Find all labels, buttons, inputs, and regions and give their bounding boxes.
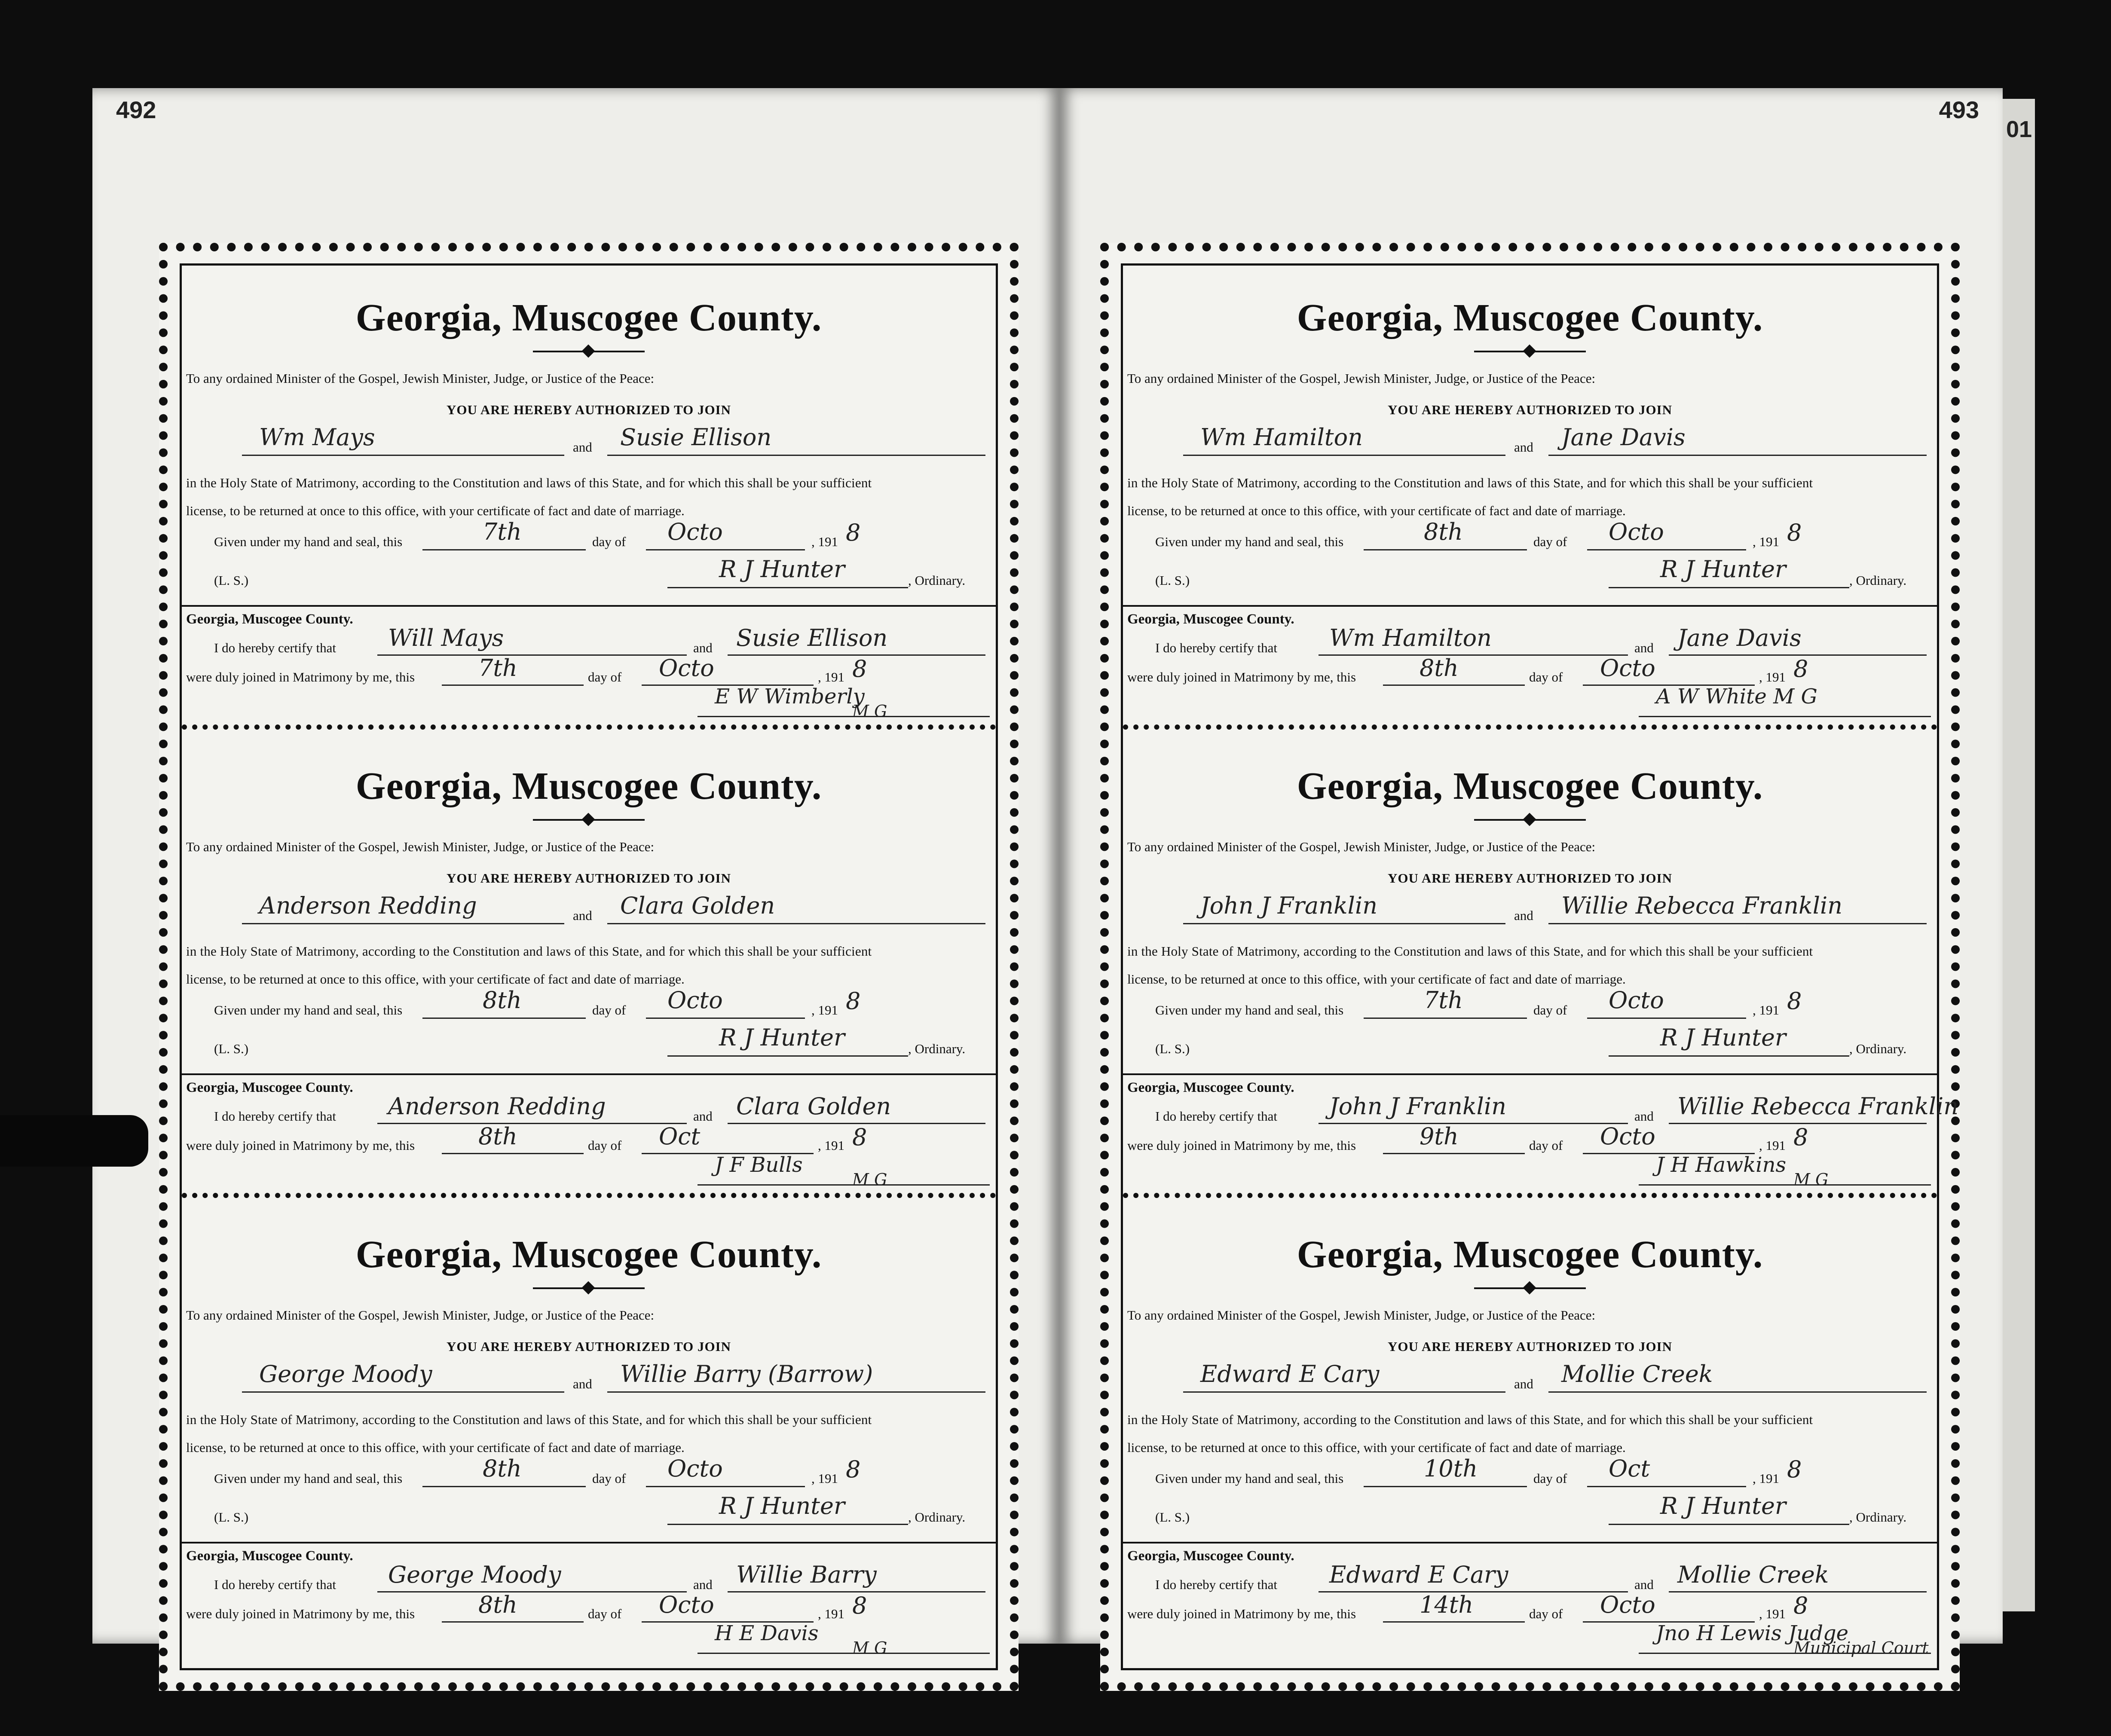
license-day: 7th	[1424, 987, 1463, 1014]
day-of-label: day of	[592, 1002, 626, 1018]
certificate-frame-right	[1100, 243, 1960, 1691]
cert-year-digit: 8	[852, 1592, 867, 1619]
addressee-text: To any ordained Minister of the Gospel, Jewish Minister, Judge, or Justice of the Peace:	[186, 371, 655, 386]
cert-and-label: and	[1634, 640, 1654, 655]
ordinary-label: , Ordinary.	[1849, 1041, 1907, 1056]
cert-month: Octo	[1600, 1591, 1655, 1618]
officiant-signature: H E Davis	[715, 1621, 819, 1645]
marriage-record-5	[1123, 734, 1959, 1198]
duly-joined-text: were duly joined in Matrimony by me, this	[1127, 1138, 1356, 1153]
license-day: 10th	[1424, 1455, 1478, 1482]
cert-day-line	[442, 1621, 584, 1623]
bride-name: Willie Rebecca Franklin	[1561, 892, 1843, 919]
right-page	[1059, 88, 2003, 1657]
bride-line	[607, 455, 985, 456]
cert-day-of-label: day of	[588, 669, 622, 685]
given-text: Given under my hand and seal, this	[214, 534, 403, 549]
and-label: and	[573, 908, 592, 923]
year-prefix: , 191	[1753, 1002, 1779, 1018]
authorized-text: YOU ARE HEREBY AUTHORIZED TO JOIN	[1387, 871, 1673, 886]
given-text: Given under my hand and seal, this	[214, 1002, 403, 1018]
and-label: and	[1514, 908, 1533, 923]
cert-and-label: and	[1634, 1109, 1654, 1124]
record-separator	[182, 724, 996, 735]
cert-year-prefix: , 191	[1759, 1606, 1786, 1621]
cert-day-line	[1383, 685, 1525, 686]
cert-groom-line	[1319, 1123, 1628, 1124]
bride-name: Jane Davis	[1561, 424, 1686, 451]
groom-line	[242, 923, 564, 924]
cert-day-line	[1383, 1153, 1525, 1154]
ordinary-label: , Ordinary.	[1849, 1510, 1907, 1525]
officiant-title: M G	[852, 1170, 887, 1189]
officiant-signature: A W White M G	[1656, 685, 1817, 709]
day-line	[422, 1018, 586, 1019]
marriage-record-4	[1123, 266, 1937, 730]
and-label: and	[573, 1376, 592, 1391]
title-ornament	[1474, 347, 1586, 355]
ls-label: (L. S.)	[214, 573, 249, 588]
license-year-digit: 8	[1787, 519, 1802, 546]
title-ornament	[533, 816, 645, 823]
cert-and-label: and	[693, 640, 713, 655]
groom-name: George Moody	[259, 1360, 432, 1388]
groom-line	[242, 455, 564, 456]
certificate-frame-left	[159, 243, 1019, 1691]
license-month: Octo	[1609, 518, 1664, 545]
cert-and-label: and	[693, 1109, 713, 1124]
cert-divider	[1123, 1542, 1937, 1543]
ordinary-signature: R J Hunter	[1660, 1024, 1786, 1051]
groom-line	[1183, 455, 1505, 456]
matrimony-text-1: in the Holy State of Matrimony, according to the Constitution and laws of this State, and for which this shall be your sufficient	[1127, 944, 1813, 959]
cert-groom: John J Franklin	[1329, 1093, 1506, 1120]
duly-joined-text: were duly joined in Matrimony by me, this	[1127, 1606, 1356, 1621]
matrimony-text-2: license, to be returned at once to this office, with your certificate of fact and date of marriage.	[186, 1440, 685, 1455]
day-line	[1364, 1486, 1527, 1487]
cert-month: Octo	[659, 654, 714, 682]
bride-name: Clara Golden	[620, 892, 775, 919]
license-year-digit: 8	[846, 1456, 861, 1483]
cert-groom-line	[377, 1591, 687, 1592]
cert-heading: Georgia, Muscogee County.	[1127, 1548, 1294, 1564]
ordinary-signature: R J Hunter	[719, 556, 845, 583]
cert-groom: Anderson Redding	[388, 1093, 606, 1120]
year-prefix: , 191	[811, 534, 838, 549]
authorized-text: YOU ARE HEREBY AUTHORIZED TO JOIN	[1387, 1339, 1673, 1354]
ordinary-line	[1609, 1055, 1849, 1057]
addressee-text: To any ordained Minister of the Gospel, Jewish Minister, Judge, or Justice of the Peace:	[186, 839, 655, 854]
record-title: Georgia, Muscogee County.	[1297, 765, 1763, 807]
cert-divider	[1123, 1073, 1937, 1075]
and-label: and	[573, 440, 592, 455]
day-of-label: day of	[1533, 1471, 1567, 1486]
cert-year-digit: 8	[852, 655, 867, 682]
bride-name: Mollie Creek	[1561, 1360, 1713, 1388]
record-title: Georgia, Muscogee County.	[1297, 1233, 1763, 1276]
cert-heading: Georgia, Muscogee County.	[1127, 1080, 1294, 1095]
cert-heading: Georgia, Muscogee County.	[186, 611, 353, 627]
day-of-label: day of	[592, 1471, 626, 1486]
year-prefix: , 191	[1753, 534, 1779, 549]
title-ornament	[533, 347, 645, 355]
license-year-digit: 8	[846, 987, 861, 1015]
record-title: Georgia, Muscogee County.	[1297, 296, 1763, 339]
ordinary-signature: R J Hunter	[719, 1492, 845, 1519]
cert-day: 9th	[1420, 1123, 1459, 1150]
matrimony-text-1: in the Holy State of Matrimony, according to the Constitution and laws of this State, and for which this shall be your sufficient	[186, 944, 872, 959]
ordinary-signature: R J Hunter	[1660, 556, 1786, 583]
ordinary-line	[667, 587, 908, 588]
license-year-digit: 8	[1787, 1456, 1802, 1483]
groom-line	[242, 1391, 564, 1393]
officiant-signature: Jno H Lewis Judge	[1656, 1621, 1849, 1645]
matrimony-text-1: in the Holy State of Matrimony, according to the Constitution and laws of this State, and for which this shall be your sufficient	[186, 1412, 872, 1427]
marriage-record-6	[1123, 1202, 1937, 1666]
license-year-digit: 8	[1787, 987, 1802, 1015]
day-line	[422, 549, 586, 550]
license-month: Octo	[667, 987, 723, 1014]
ordinary-line	[1609, 1524, 1849, 1525]
cert-groom: Wm Hamilton	[1329, 624, 1492, 651]
matrimony-text-2: license, to be returned at once to this office, with your certificate of fact and date of marriage.	[1127, 972, 1626, 987]
groom-line	[1183, 923, 1505, 924]
cert-day: 8th	[478, 1123, 517, 1150]
ordinary-signature: R J Hunter	[719, 1024, 845, 1051]
cert-day-line	[442, 1153, 584, 1154]
cert-and-label: and	[693, 1577, 713, 1592]
certify-text: I do hereby certify that	[214, 1109, 337, 1124]
license-day: 8th	[1424, 518, 1463, 545]
cert-day: 7th	[478, 654, 517, 682]
cert-divider	[1123, 605, 1937, 607]
cert-heading: Georgia, Muscogee County.	[1127, 611, 1294, 627]
license-month: Oct	[1609, 1455, 1650, 1482]
next-page-edge	[2003, 99, 2035, 1611]
ordinary-label: , Ordinary.	[908, 573, 966, 588]
bride-line	[1548, 923, 1927, 924]
officiant-title: M G	[1793, 1170, 1829, 1189]
license-day: 8th	[483, 987, 522, 1014]
cert-groom-line	[377, 1123, 687, 1124]
cert-day-of-label: day of	[1529, 1606, 1563, 1621]
ordinary-line	[1609, 587, 1849, 588]
cert-divider	[182, 605, 996, 607]
cert-day-of-label: day of	[1529, 1138, 1563, 1153]
cert-groom: Will Mays	[388, 624, 504, 651]
cert-month: Octo	[1600, 654, 1655, 682]
officiant-title: M G	[852, 702, 887, 721]
day-of-label: day of	[1533, 534, 1567, 549]
marriage-record-3	[182, 1202, 996, 1666]
page-number-right: 493	[1939, 96, 1979, 123]
cert-groom-line	[377, 654, 687, 656]
cert-bride: Jane Davis	[1677, 624, 1802, 651]
certify-text: I do hereby certify that	[1155, 640, 1278, 655]
year-prefix: , 191	[1753, 1471, 1779, 1486]
bride-line	[1548, 1391, 1927, 1393]
officiant-line	[698, 716, 990, 717]
and-label: and	[1514, 1376, 1533, 1391]
cert-year-digit: 8	[1793, 1592, 1808, 1619]
cert-year-prefix: , 191	[818, 1606, 844, 1621]
duly-joined-text: were duly joined in Matrimony by me, this	[1127, 669, 1356, 685]
marriage-record-1	[182, 266, 996, 730]
officiant-line	[1639, 1184, 1931, 1186]
addressee-text: To any ordained Minister of the Gospel, Jewish Minister, Judge, or Justice of the Peace:	[1127, 1308, 1596, 1323]
day-line	[1364, 549, 1527, 550]
cert-day: 8th	[1420, 654, 1459, 682]
certify-text: I do hereby certify that	[214, 640, 337, 655]
title-ornament	[1474, 1284, 1586, 1292]
cert-month: Octo	[1600, 1123, 1655, 1150]
bride-name: Susie Ellison	[620, 424, 772, 451]
ordinary-label: , Ordinary.	[1849, 573, 1907, 588]
cert-day-line	[1383, 1621, 1525, 1623]
matrimony-text-1: in the Holy State of Matrimony, according to the Constitution and laws of this State, and for which this shall be your sufficient	[1127, 1412, 1813, 1427]
license-month: Octo	[1609, 987, 1664, 1014]
month-line	[646, 1018, 805, 1019]
duly-joined-text: were duly joined in Matrimony by me, this	[186, 669, 415, 685]
ls-label: (L. S.)	[1155, 1041, 1190, 1056]
ordinary-label: , Ordinary.	[908, 1510, 966, 1525]
officiant-signature: J F Bulls	[715, 1153, 803, 1177]
matrimony-text-2: license, to be returned at once to this office, with your certificate of fact and date of marriage.	[186, 972, 685, 987]
ordinary-line	[667, 1524, 908, 1525]
addressee-text: To any ordained Minister of the Gospel, Jewish Minister, Judge, or Justice of the Peace:	[1127, 371, 1596, 386]
cert-bride: Clara Golden	[736, 1093, 891, 1120]
addressee-text: To any ordained Minister of the Gospel, Jewish Minister, Judge, or Justice of the Peace:	[186, 1308, 655, 1323]
cert-heading: Georgia, Muscogee County.	[186, 1080, 353, 1095]
month-line	[1587, 1486, 1746, 1487]
ordinary-label: , Ordinary.	[908, 1041, 966, 1056]
cert-groom-line	[1319, 654, 1628, 656]
title-ornament	[533, 1284, 645, 1292]
cert-and-label: and	[1634, 1577, 1654, 1592]
authorized-text: YOU ARE HEREBY AUTHORIZED TO JOIN	[446, 1339, 731, 1354]
cert-bride: Mollie Creek	[1677, 1561, 1829, 1588]
ls-label: (L. S.)	[1155, 1510, 1190, 1525]
cert-year-digit: 8	[1793, 1124, 1808, 1151]
cert-month: Octo	[659, 1591, 714, 1618]
addressee-text: To any ordained Minister of the Gospel, Jewish Minister, Judge, or Justice of the Peace:	[1127, 839, 1596, 854]
matrimony-text-1: in the Holy State of Matrimony, according to the Constitution and laws of this State, and for which this shall be your sufficient	[1127, 475, 1813, 490]
binder-tab	[0, 1115, 148, 1167]
title-ornament	[1474, 816, 1586, 823]
month-line	[646, 549, 805, 550]
authorized-text: YOU ARE HEREBY AUTHORIZED TO JOIN	[446, 402, 731, 417]
cert-year-prefix: , 191	[1759, 669, 1786, 685]
authorized-text: YOU ARE HEREBY AUTHORIZED TO JOIN	[446, 871, 731, 886]
bride-line	[1548, 455, 1927, 456]
officiant-title: M G	[852, 1638, 887, 1657]
marriage-record-2	[182, 734, 996, 1198]
certify-text: I do hereby certify that	[1155, 1109, 1278, 1124]
cert-divider	[182, 1073, 996, 1075]
year-prefix: , 191	[811, 1471, 838, 1486]
frame-inner-right	[1121, 263, 1959, 1670]
matrimony-text-1: in the Holy State of Matrimony, according to the Constitution and laws of this State, and for which this shall be your sufficient	[186, 475, 872, 490]
record-title: Georgia, Muscogee County.	[355, 1233, 822, 1276]
cert-month: Oct	[659, 1123, 701, 1150]
officiant-title: Municipal Court	[1793, 1638, 1929, 1657]
groom-name: John J Franklin	[1200, 892, 1377, 919]
ls-label: (L. S.)	[214, 1510, 249, 1525]
day-line	[1364, 1018, 1527, 1019]
duly-joined-text: were duly joined in Matrimony by me, this	[186, 1138, 415, 1153]
day-of-label: day of	[592, 534, 626, 549]
cert-heading: Georgia, Muscogee County.	[186, 1548, 353, 1564]
officiant-line	[698, 1653, 990, 1654]
given-text: Given under my hand and seal, this	[214, 1471, 403, 1486]
month-line	[1587, 1018, 1746, 1019]
ordinary-line	[667, 1055, 908, 1057]
cert-divider	[182, 1542, 996, 1543]
cert-day: 8th	[478, 1591, 517, 1618]
license-day: 7th	[483, 518, 522, 545]
cert-bride: Susie Ellison	[736, 624, 888, 651]
groom-name: Wm Mays	[259, 424, 375, 451]
month-line	[1587, 549, 1746, 550]
record-title: Georgia, Muscogee County.	[355, 296, 822, 339]
cert-year-digit: 8	[852, 1124, 867, 1151]
matrimony-text-2: license, to be returned at once to this office, with your certificate of fact and date of marriage.	[1127, 1440, 1626, 1455]
license-month: Octo	[667, 518, 723, 545]
record-title: Georgia, Muscogee County.	[355, 765, 822, 807]
officiant-signature: E W Wimberly	[715, 685, 865, 709]
license-day: 8th	[483, 1455, 522, 1482]
record-separator	[1123, 724, 1937, 735]
matrimony-text-2: license, to be returned at once to this office, with your certificate of fact and date of marriage.	[1127, 503, 1626, 518]
cert-year-prefix: , 191	[1759, 1138, 1786, 1153]
cert-bride: Willie Barry	[736, 1561, 877, 1588]
year-prefix: , 191	[811, 1002, 838, 1018]
given-text: Given under my hand and seal, this	[1155, 1471, 1344, 1486]
ls-label: (L. S.)	[1155, 573, 1190, 588]
bride-name: Willie Barry (Barrow)	[620, 1360, 873, 1388]
groom-line	[1183, 1391, 1505, 1393]
page-number-edge: 01	[2006, 116, 2032, 142]
certify-text: I do hereby certify that	[1155, 1577, 1278, 1592]
officiant-line	[698, 1184, 990, 1186]
cert-year-prefix: , 191	[818, 669, 844, 685]
given-text: Given under my hand and seal, this	[1155, 1002, 1344, 1018]
cert-year-digit: 8	[1793, 655, 1808, 682]
cert-groom: George Moody	[388, 1561, 561, 1588]
cert-bride: Willie Rebecca Franklin	[1677, 1093, 1959, 1120]
cert-day-of-label: day of	[588, 1138, 622, 1153]
groom-name: Anderson Redding	[259, 892, 477, 919]
and-label: and	[1514, 440, 1533, 455]
ordinary-signature: R J Hunter	[1660, 1492, 1786, 1519]
cert-year-prefix: , 191	[818, 1138, 844, 1153]
cert-day: 14th	[1420, 1591, 1474, 1618]
certify-text: I do hereby certify that	[214, 1577, 337, 1592]
officiant-signature: J H Hawkins	[1656, 1153, 1787, 1177]
page-number-left: 492	[116, 96, 156, 123]
duly-joined-text: were duly joined in Matrimony by me, this	[186, 1606, 415, 1621]
cert-day-of-label: day of	[1529, 669, 1563, 685]
day-line	[422, 1486, 586, 1487]
groom-name: Edward E Cary	[1200, 1360, 1380, 1388]
bride-line	[607, 1391, 985, 1393]
given-text: Given under my hand and seal, this	[1155, 534, 1344, 549]
license-year-digit: 8	[846, 519, 861, 546]
cert-day-line	[442, 685, 584, 686]
groom-name: Wm Hamilton	[1200, 424, 1363, 451]
authorized-text: YOU ARE HEREBY AUTHORIZED TO JOIN	[1387, 402, 1673, 417]
record-separator	[182, 1193, 996, 1203]
left-page	[92, 88, 1059, 1657]
cert-groom: Edward E Cary	[1329, 1561, 1508, 1588]
matrimony-text-2: license, to be returned at once to this office, with your certificate of fact and date of marriage.	[186, 503, 685, 518]
license-month: Octo	[667, 1455, 723, 1482]
day-of-label: day of	[1533, 1002, 1567, 1018]
month-line	[646, 1486, 805, 1487]
bride-line	[607, 923, 985, 924]
cert-day-of-label: day of	[588, 1606, 622, 1621]
record-separator	[1123, 1193, 1937, 1203]
officiant-line	[1639, 716, 1931, 717]
ls-label: (L. S.)	[214, 1041, 249, 1056]
frame-inner-left	[180, 263, 998, 1670]
